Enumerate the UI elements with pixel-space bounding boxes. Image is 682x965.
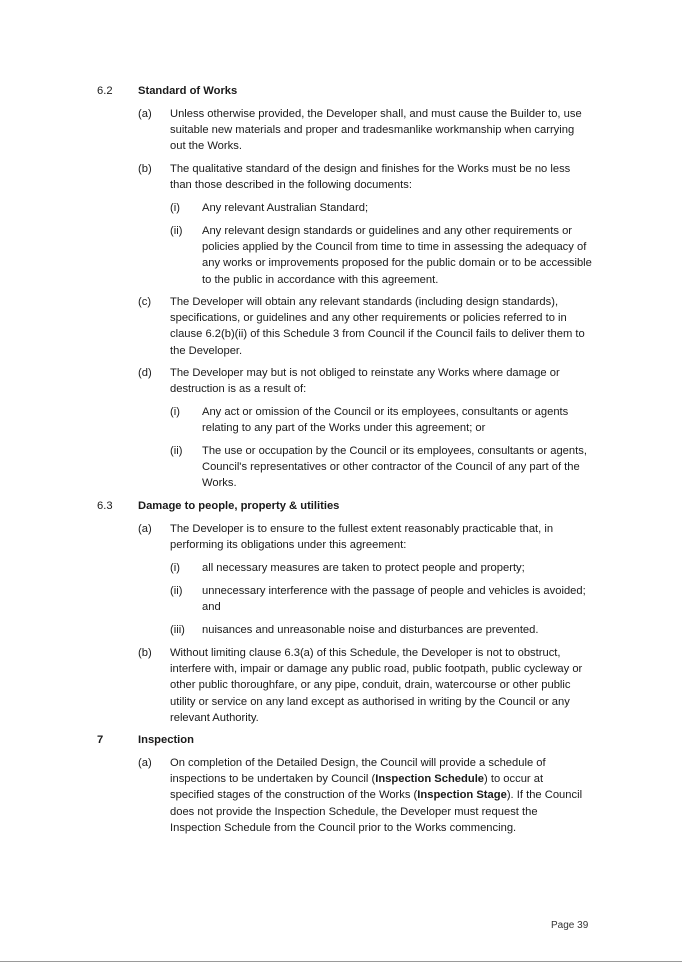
defined-term: Inspection Schedule <box>375 773 485 786</box>
subclause-label: (i) <box>170 406 180 418</box>
clause-text: The qualitative standard of the design and finishes for the Works must be no less than those described in the following documents: <box>170 163 571 192</box>
clause-label: (b) <box>138 647 152 659</box>
clause-label: (c) <box>138 296 152 308</box>
clause-text: The Developer will obtain any relevant standards (including design standards), specifications, or guidelines and any other requirements or policies referred to in clause 6.2(b)(ii) of this Schedule 3 from Council if the Council fails to deliver them to the Developer. <box>170 296 585 357</box>
section-number: 7 <box>97 734 104 746</box>
clause-text <box>170 755 590 836</box>
subclause-label: (i) <box>170 562 180 574</box>
subclause-label: (ii) <box>170 445 183 457</box>
subclause-text: Any relevant Australian Standard; <box>202 202 369 214</box>
clause-text: Unless otherwise provided, the Developer shall, and must cause the Builder to, use suitable new materials and proper and tradesmanlike workmanship when carrying out the Works. <box>170 108 582 153</box>
clause-text: Without limiting clause 6.3(a) of this Schedule, the Developer is not to obstruct, interfere with, impair or damage any public road, public footpath, public cycleway or other public thoroughfare, or any pipe, conduit, drain, watercourse or other public utility or service on any land except as authorised in writing by the Council or any relevant Authority. <box>170 647 583 724</box>
clause-label: (a) <box>138 757 152 769</box>
page-bottom-edge <box>0 961 682 962</box>
subclause-label: (i) <box>170 202 180 214</box>
subclause-text: Any relevant design standards or guidelines and any other requirements or policies applied by the Council from time to time in assessing the adequacy of any works or improvements proposed for the public domain or to be accessible to the public in accordance with this agreement. <box>202 225 592 286</box>
text-run: ) to occur at specified stages of the construction of the Works ( <box>170 773 544 802</box>
subclause-text: all necessary measures are taken to protect people and property; <box>202 562 525 574</box>
clause-label: (b) <box>138 163 152 175</box>
section-heading: Damage to people, property & utilities <box>138 500 340 512</box>
clause-label: (a) <box>138 108 152 120</box>
clause-text: The Developer may but is not obliged to reinstate any Works where damage or destruction is as a result of: <box>170 367 560 396</box>
section-number: 6.3 <box>97 500 113 512</box>
section-number: 6.2 <box>97 85 113 97</box>
defined-term: Inspection Stage <box>417 789 507 802</box>
clause-text: The Developer is to ensure to the fullest extent reasonably practicable that, in performing its obligations under this agreement: <box>170 523 554 552</box>
subclause-text: The use or occupation by the Council or its employees, consultants or agents, Council's representatives or other contractor of the Council of any part of the Works. <box>202 445 587 490</box>
subclause-text: Any act or omission of the Council or its employees, consultants or agents relating to any part of the Works under this agreement; or <box>202 406 569 435</box>
subclause-label: (ii) <box>170 585 183 597</box>
text-run: ). If the Council does not provide the Inspection Schedule, the Developer must request the Inspection Schedule from the Council prior to the Works commencing. <box>170 789 583 834</box>
subclause-text: unnecessary interference with the passage of people and vehicles is avoided; and <box>202 585 586 614</box>
section-heading: Inspection <box>138 734 194 746</box>
subclause-label: (iii) <box>170 624 185 636</box>
subclause-label: (ii) <box>170 225 183 237</box>
clause-label: (d) <box>138 367 152 379</box>
section-heading: Standard of Works <box>138 85 238 97</box>
text-run: On completion of the Detailed Design, the Council will provide a schedule of inspections to be undertaken by Council ( <box>170 757 546 786</box>
clause-label: (a) <box>138 523 152 535</box>
page-number: Page 39 <box>551 920 589 931</box>
subclause-text: nuisances and unreasonable noise and disturbances are prevented. <box>202 624 539 636</box>
